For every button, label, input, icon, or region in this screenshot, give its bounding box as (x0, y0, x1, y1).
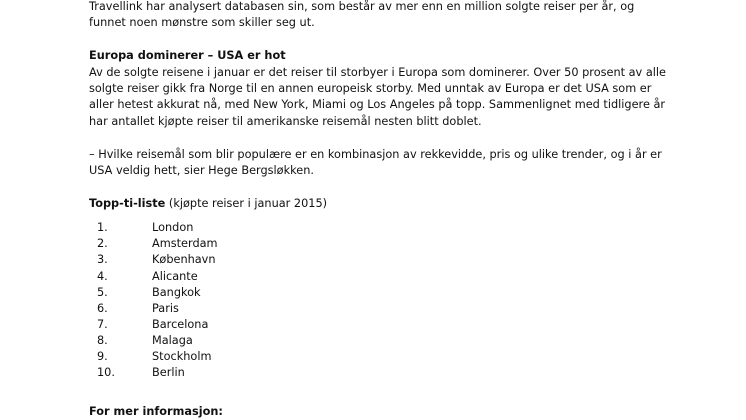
list-city: London (152, 221, 194, 235)
list-number: 2. (97, 237, 108, 251)
list-city: Paris (152, 301, 179, 315)
europe-section (89, 48, 709, 130)
section-heading: Europa dominerer – USA er hot (89, 49, 286, 63)
list-city: Barcelona (152, 317, 209, 331)
list-item (89, 333, 709, 349)
top-list-title-rest: (kjøpte reiser i januar 2015) (165, 196, 328, 210)
list-city: Stockholm (152, 349, 212, 363)
list-item (89, 317, 709, 333)
list-city: Amsterdam (152, 237, 218, 251)
list-number: 5. (97, 285, 108, 299)
top-list-title (89, 196, 709, 212)
document-body (89, 0, 709, 418)
top-ten-list (89, 220, 709, 381)
list-item (89, 349, 709, 365)
list-item (89, 220, 709, 236)
footer-heading: For mer informasjon: (89, 405, 223, 418)
quote-paragraph (89, 147, 709, 180)
intro-paragraph (89, 0, 709, 32)
list-item (89, 301, 709, 317)
list-item (89, 252, 709, 268)
list-number: 8. (97, 333, 108, 347)
list-number: 7. (97, 317, 108, 331)
list-item (89, 285, 709, 301)
list-city: Malaga (152, 333, 193, 347)
list-number: 10. (97, 366, 115, 380)
section-line: solgte reiser gikk fra Norge til en annen europeisk storby. Med unntak av Europa er det USA som er (89, 82, 652, 96)
section-line: Av de solgte reisene i januar er det reiser til storbyer i Europa som dominerer. Over 50 prosent av alle (89, 65, 666, 79)
list-number: 9. (97, 349, 108, 363)
section-line: har antallet kjøpte reiser til amerikanske reisemål nesten blitt doblet. (89, 114, 482, 128)
intro-line: funnet noen mønstre som skiller seg ut. (89, 16, 315, 30)
list-number: 1. (97, 221, 108, 235)
list-number: 3. (97, 253, 108, 267)
list-number: 6. (97, 301, 108, 315)
list-city: København (152, 253, 216, 267)
list-city: Bangkok (152, 285, 201, 299)
section-line: aller hetest akkurat nå, med New York, Miami og Los Angeles på topp. Sammenlignet med tidligere år (89, 98, 666, 112)
list-number: 4. (97, 269, 108, 283)
quote-line: – Hvilke reisemål som blir populære er en kombinasjon av rekkevidde, pris og ulike trender, og i år er (89, 147, 662, 161)
quote-line: USA veldig hett, sier Hege Bergsløkken. (89, 164, 314, 178)
intro-line: Travellink har analysert databasen sin, som består av mer enn en million solgte reiser per år, og (89, 0, 635, 13)
list-item (89, 365, 709, 381)
list-city: Berlin (152, 366, 185, 380)
list-item (89, 269, 709, 285)
list-city: Alicante (152, 269, 198, 283)
list-item (89, 236, 709, 252)
top-list-title-bold: Topp-ti-liste (89, 196, 166, 210)
